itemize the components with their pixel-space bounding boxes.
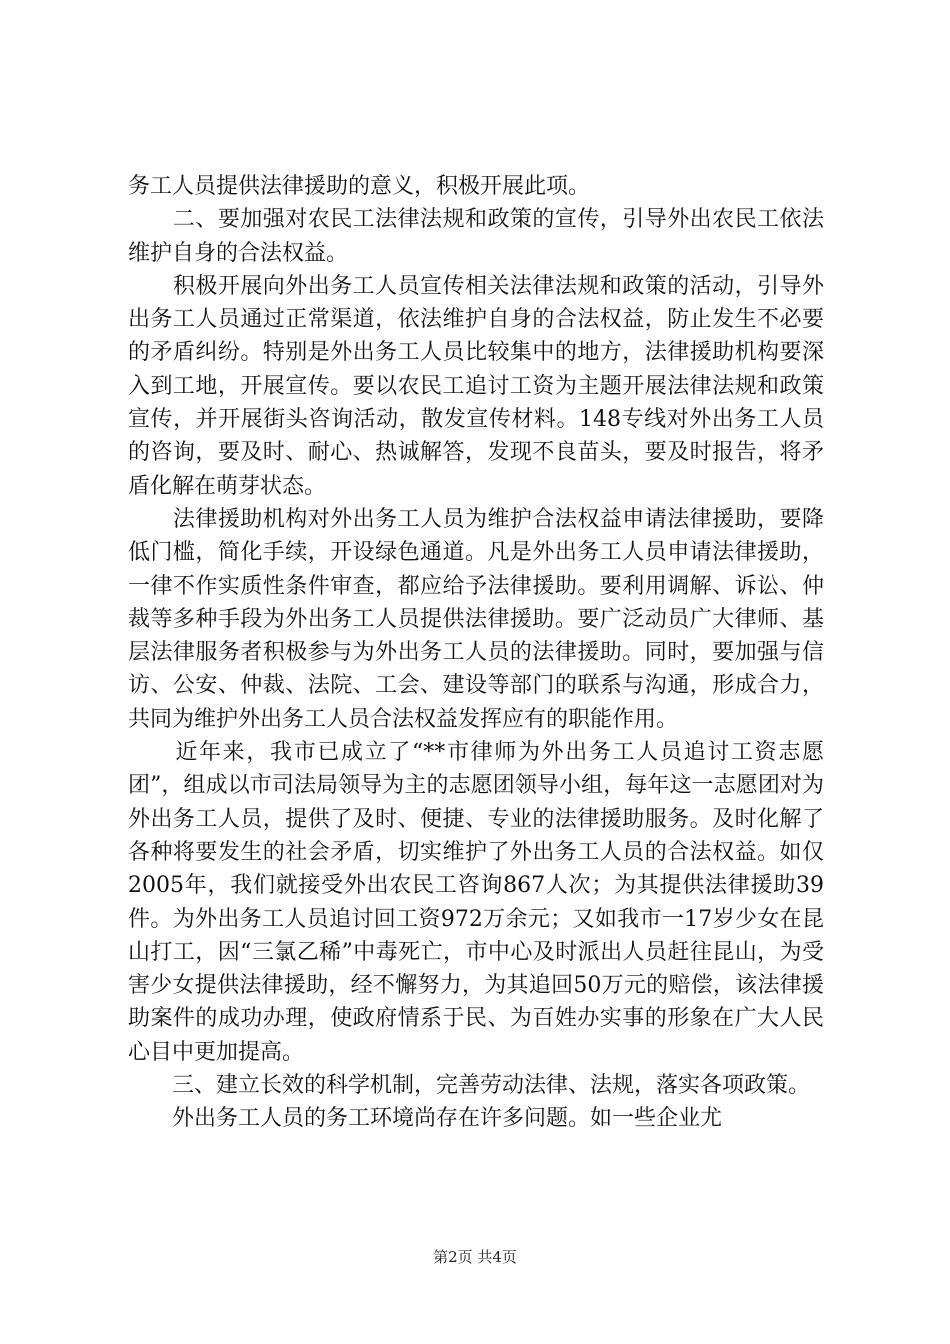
paragraph-continuation: 务工人员提供法律援助的意义，积极开展此项。	[128, 174, 591, 199]
section-heading-2: 二、要加强对农民工法律法规和政策的宣传，引导外出农民工依法维护自身的合法权益。	[128, 207, 824, 266]
page-footer: 第2页 共4页	[433, 1248, 517, 1266]
paragraph-recent-years: 近年来，我市已成立了“**市律师为外出务工人员追讨工资志愿团”，组成以市司法局领导为主的志愿团领导小组，每年这一志愿团对为外出务工人员，提供了及时、便捷、专业的法律援助服务。及时化解了各种将要发生的社会矛盾，切实维护了外出务工人员的合法权益。如仅2005年，我们就接受外出农民工咨询867人次；为其提供法律援助39件。为外出务工人员追讨回工资972万余元；又如我市一17岁少女在昆山打工，因“三氯乙稀”中毒死亡，市中心及时派出人员赶往昆山，为受害少女提供法律援助，经不懈努力，为其追回50万元的赔偿，该法律援助案件的成功办理，使政府情系于民、为百姓办实事的形象在广大人民心目中更加提高。	[128, 740, 824, 1065]
document-body	[128, 170, 824, 1136]
paragraph-work-environment: 外出务工人员的务工环境尚存在许多问题。如一些企业尤	[128, 1106, 723, 1132]
section-heading-3: 三、建立长效的科学机制，完善劳动法律、法规，落实各项政策。	[128, 1073, 811, 1099]
paragraph-legal-aid-institutions: 法律援助机构对外出务工人员为维护合法权益申请法律援助，要降低门槛，简化手续，开设绿色通道。凡是外出务工人员申请法律援助，一律不作实质性条件审查，都应给予法律援助。要利用调解、诉讼、仲裁等多种手段为外出务工人员提供法律援助。要广泛动员广大律师、基层法律服务者积极参与为外出务工人员的法律援助。同时，要加强与信访、公安、仲裁、法院、工会、建设等部门的联系与沟通，形成合力，共同为维护外出务工人员合法权益发挥应有的职能作用。	[128, 506, 824, 732]
paragraph-publicity: 积极开展向外出务工人员宣传相关法律法规和政策的活动，引导外出务工人员通过正常渠道，依法维护自身的合法权益，防止发生不必要的矛盾纠纷。特别是外出务工人员比较集中的地方，法律援助机构要深入到工地，开展宣传。要以农民工追讨工资为主题开展法律法规和政策宣传，并开展街头咨询活动，散发宣传材料。148专线对外出务工人员的咨询，要及时、耐心、热诚解答，发现不良苗头，要及时报告，将矛盾化解在萌芽状态。	[128, 273, 824, 499]
